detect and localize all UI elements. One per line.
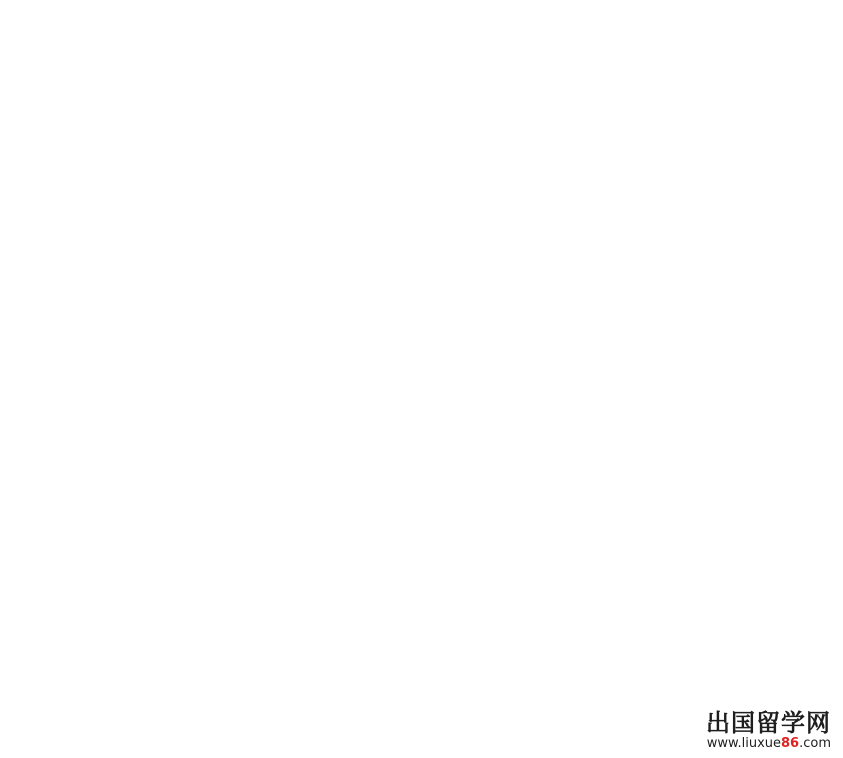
watermark-url: www.liuxue86.com	[706, 736, 831, 751]
site-watermark	[706, 711, 831, 750]
watermark-name: 出国留学网	[706, 709, 831, 737]
